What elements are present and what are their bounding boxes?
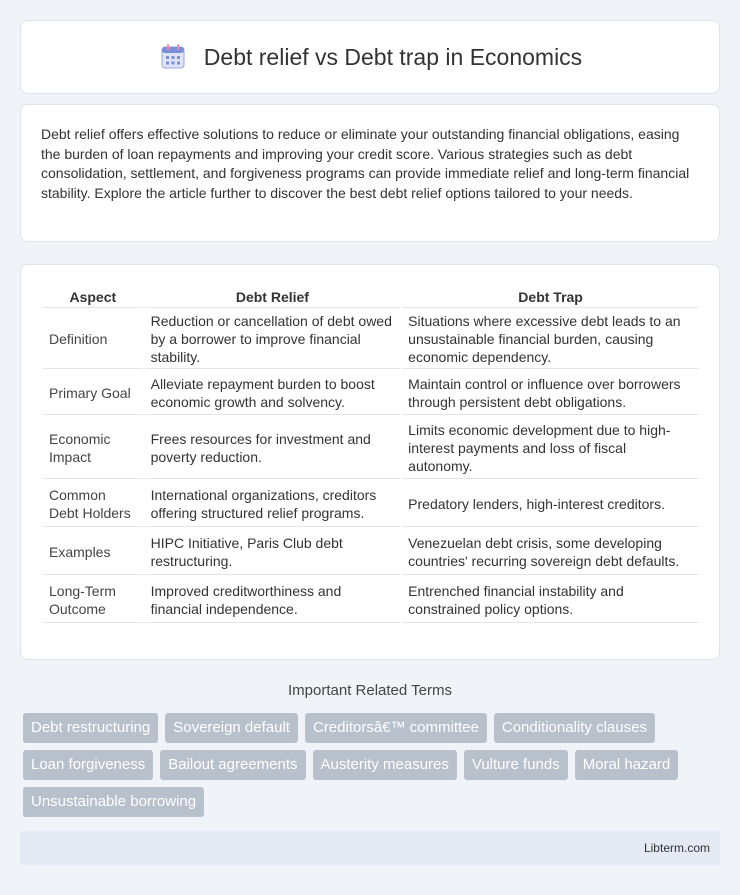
debt-relief-cell: International organizations, creditors offering structured relief programs. (145, 481, 401, 527)
footer (20, 831, 720, 865)
debt-relief-cell: HIPC Initiative, Paris Club debt restructuring. (145, 529, 401, 575)
tag-austerity-measures[interactable]: Austerity measures (313, 750, 457, 780)
aspect-cell: Primary Goal (43, 371, 143, 415)
debt-relief-cell: Reduction or cancellation of debt owed by a borrower to improve financial stability. (145, 310, 401, 369)
debt-trap-cell: Limits economic development due to high-interest payments and loss of fiscal autonomy. (402, 417, 699, 479)
title-wrap (158, 42, 582, 72)
header-card (20, 20, 720, 94)
debt-trap-cell: Venezuelan debt crisis, some developing countries' recurring sovereign debt defaults. (402, 529, 699, 575)
intro-text: Debt relief offers effective solutions to reduce or eliminate your outstanding financial obligations, easing the burden of loan repayments and improving your credit score. Various strategies such as debt consolidation, settlement, and forgiveness programs can provide immediate relief and long-term financial stability. Explore the article further to discover the best debt relief options tailored to your needs. (41, 126, 690, 201)
header-aspect: Aspect (43, 287, 143, 308)
header-debt-relief: Debt Relief (145, 287, 401, 308)
related-terms-title: Important Related Terms (288, 682, 452, 699)
aspect-cell: Long-Term Outcome (43, 577, 143, 623)
tag-debt-restructuring[interactable]: Debt restructuring (23, 713, 158, 743)
tag-sovereign-default[interactable]: Sovereign default (165, 713, 298, 743)
table-row (43, 577, 699, 623)
table-row (43, 310, 699, 369)
debt-relief-cell: Frees resources for investment and poverty reduction. (145, 417, 401, 479)
table-header-row (43, 287, 699, 308)
comparison-table-card (20, 264, 720, 660)
table-row (43, 417, 699, 479)
comparison-table (41, 285, 701, 625)
aspect-cell: Definition (43, 310, 143, 369)
header-debt-trap: Debt Trap (402, 287, 699, 308)
tag-unsustainable-borrowing[interactable]: Unsustainable borrowing (23, 787, 204, 817)
table-row (43, 529, 699, 575)
table-row (43, 481, 699, 527)
table-row (43, 371, 699, 415)
calendar-icon (158, 42, 188, 72)
page-title: Debt relief vs Debt trap in Economics (203, 43, 583, 70)
debt-relief-cell: Alleviate repayment burden to boost economic growth and solvency. (145, 371, 401, 415)
tag-loan-forgiveness[interactable]: Loan forgiveness (23, 750, 153, 780)
aspect-cell: Economic Impact (43, 417, 143, 479)
debt-trap-cell: Maintain control or influence over borrowers through persistent debt obligations. (402, 371, 699, 415)
tag-conditionality-clauses[interactable]: Conditionality clauses (494, 713, 655, 743)
intro-card (20, 104, 720, 242)
footer-brand-link[interactable]: Libterm.com (643, 841, 710, 855)
related-terms-tags (23, 713, 723, 817)
debt-relief-cell: Improved creditworthiness and financial independence. (145, 577, 401, 623)
debt-trap-cell: Situations where excessive debt leads to an unsustainable financial burden, causing economic dependency. (402, 310, 699, 369)
aspect-cell: Examples (43, 529, 143, 575)
tag-vulture-funds[interactable]: Vulture funds (464, 750, 568, 780)
tag-moral-hazard[interactable]: Moral hazard (575, 750, 679, 780)
debt-trap-cell: Predatory lenders, high-interest creditors. (402, 481, 699, 527)
debt-trap-cell: Entrenched financial instability and constrained policy options. (402, 577, 699, 623)
tag-bailout-agreements[interactable]: Bailout agreements (160, 750, 305, 780)
tag-creditors-committee[interactable]: Creditorsâ€™ committee (305, 713, 487, 743)
aspect-cell: Common Debt Holders (43, 481, 143, 527)
